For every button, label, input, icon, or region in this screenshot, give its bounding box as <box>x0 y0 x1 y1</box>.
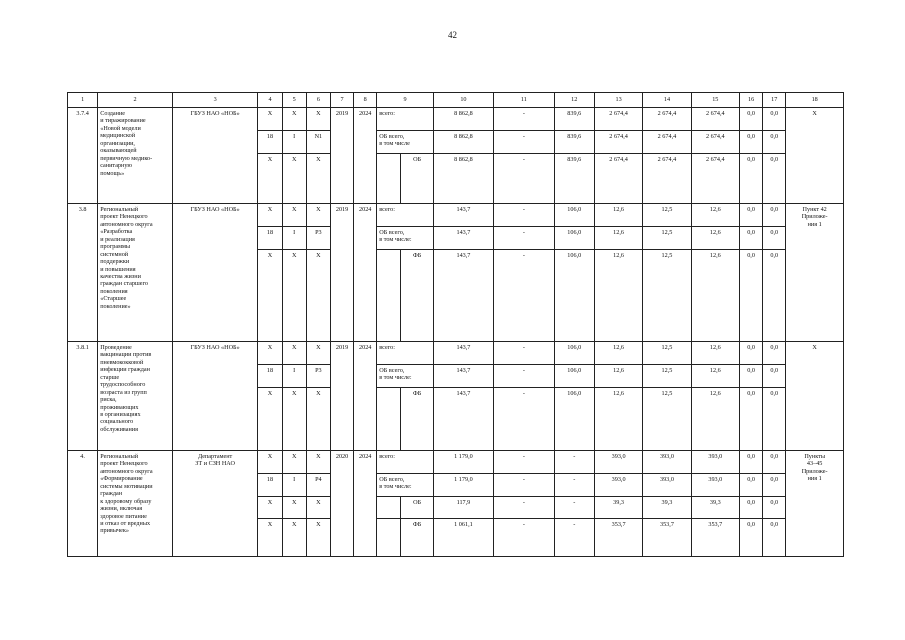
value-cell: 0,0 <box>763 227 786 250</box>
value-cell: 0,0 <box>763 365 786 388</box>
value-cell: 12,5 <box>643 342 691 365</box>
value-cell: 0,0 <box>763 108 786 131</box>
source-label: ОБ всего, в том числе: <box>377 227 433 250</box>
value-cell: 12,6 <box>691 342 739 365</box>
end-year: 2024 <box>354 108 377 204</box>
header-cell: 17 <box>763 93 786 108</box>
header-cell: 10 <box>433 93 493 108</box>
value-cell: 0,0 <box>739 451 762 474</box>
value-cell: 12,6 <box>594 204 642 227</box>
code-cell: P3 <box>306 227 330 250</box>
start-year: 2019 <box>330 108 353 204</box>
code-cell: Х <box>306 342 330 365</box>
value-cell: 106,0 <box>554 250 594 342</box>
value-cell: 12,5 <box>643 204 691 227</box>
code-cell: Х <box>258 388 282 451</box>
section-note: Пункты 43–45 Приложе- ния 1 <box>786 451 844 557</box>
value-cell: 839,6 <box>554 154 594 204</box>
value-cell: - <box>494 451 554 474</box>
value-cell: 393,0 <box>691 474 739 497</box>
value-cell: 393,0 <box>643 474 691 497</box>
code-cell: Х <box>306 154 330 204</box>
code-cell: P4 <box>306 474 330 497</box>
section-executor: Департамент ЗТ и СЗН НАО <box>172 451 258 557</box>
header-cell: 3 <box>172 93 258 108</box>
value-cell: 2 674,4 <box>643 154 691 204</box>
source-label-empty <box>377 497 401 519</box>
value-cell: 143,7 <box>433 342 493 365</box>
value-cell: 0,0 <box>739 342 762 365</box>
source-label-empty <box>377 154 401 204</box>
header-cell: 14 <box>643 93 691 108</box>
header-cell: 5 <box>282 93 306 108</box>
code-cell: Х <box>258 154 282 204</box>
end-year: 2024 <box>354 342 377 451</box>
code-cell: Х <box>282 451 306 474</box>
section-name: Создание и тиражирование «Новой модели медицинской организации, оказывающей первичную медико- санитарную помощь» <box>98 108 173 204</box>
value-cell: 8 862,8 <box>433 131 493 154</box>
table-row <box>68 204 844 227</box>
source-sublabel: ФБ <box>401 388 433 451</box>
value-cell: 0,0 <box>739 250 762 342</box>
value-cell: 143,7 <box>433 365 493 388</box>
section-note: Пункт 42 Приложе- ния 1 <box>786 204 844 342</box>
value-cell: 12,6 <box>691 250 739 342</box>
code-cell: N1 <box>306 131 330 154</box>
source-sublabel: ОБ <box>401 154 433 204</box>
start-year: 2019 <box>330 342 353 451</box>
start-year: 2020 <box>330 451 353 557</box>
value-cell: 39,3 <box>643 497 691 519</box>
header-cell: 8 <box>354 93 377 108</box>
value-cell: - <box>494 365 554 388</box>
value-cell: 106,0 <box>554 227 594 250</box>
value-cell: - <box>494 497 554 519</box>
value-cell: 0,0 <box>763 474 786 497</box>
value-cell: 393,0 <box>594 451 642 474</box>
value-cell: 12,6 <box>594 342 642 365</box>
code-cell: Х <box>306 451 330 474</box>
value-cell: 2 674,4 <box>691 154 739 204</box>
source-label: ОБ всего, в том числе: <box>377 474 433 497</box>
start-year: 2019 <box>330 204 353 342</box>
value-cell: 0,0 <box>739 108 762 131</box>
value-cell: - <box>554 519 594 557</box>
code-cell: Х <box>258 451 282 474</box>
end-year: 2024 <box>354 204 377 342</box>
code-cell: I <box>282 365 306 388</box>
code-cell: I <box>282 474 306 497</box>
value-cell: 8 862,8 <box>433 108 493 131</box>
code-cell: Х <box>282 497 306 519</box>
value-cell: 39,3 <box>691 497 739 519</box>
code-cell: Х <box>282 388 306 451</box>
code-cell: Х <box>306 108 330 131</box>
section-number: 3.7.4 <box>68 108 98 204</box>
value-cell: 106,0 <box>554 388 594 451</box>
code-cell: 18 <box>258 227 282 250</box>
value-cell: - <box>494 227 554 250</box>
source-sublabel: ОБ <box>401 497 433 519</box>
value-cell: 0,0 <box>739 365 762 388</box>
header-row <box>68 93 844 108</box>
program-table <box>67 92 844 557</box>
source-label-empty <box>377 388 401 451</box>
section-executor: ГБУЗ НАО «НОБ» <box>172 342 258 451</box>
value-cell: 0,0 <box>739 519 762 557</box>
code-cell: Х <box>282 342 306 365</box>
source-label: всего: <box>377 204 433 227</box>
value-cell: 2 674,4 <box>594 154 642 204</box>
source-label-empty <box>377 519 401 557</box>
code-cell: Х <box>258 497 282 519</box>
value-cell: - <box>494 154 554 204</box>
value-cell: 2 674,4 <box>594 131 642 154</box>
code-cell: I <box>282 227 306 250</box>
value-cell: - <box>494 131 554 154</box>
header-cell: 11 <box>494 93 554 108</box>
section-note: Х <box>786 108 844 204</box>
value-cell: 12,6 <box>691 227 739 250</box>
value-cell: 12,5 <box>643 227 691 250</box>
code-cell: Х <box>282 250 306 342</box>
header-cell: 13 <box>594 93 642 108</box>
code-cell: 18 <box>258 131 282 154</box>
code-cell: Х <box>306 519 330 557</box>
section-name: Региональный проект Ненецкого автономного округа «Разработка и реализация программы системной поддержки и повышения качества жизни граждан старшего поколения «Старшее поколение» <box>98 204 173 342</box>
value-cell: 393,0 <box>594 474 642 497</box>
value-cell: 2 674,4 <box>594 108 642 131</box>
value-cell: - <box>494 108 554 131</box>
value-cell: 143,7 <box>433 227 493 250</box>
source-sublabel: ФБ <box>401 250 433 342</box>
value-cell: 2 674,4 <box>643 108 691 131</box>
value-cell: 353,7 <box>643 519 691 557</box>
value-cell: 0,0 <box>763 154 786 204</box>
section-number: 3.8 <box>68 204 98 342</box>
value-cell: 1 179,0 <box>433 474 493 497</box>
code-cell: Х <box>258 342 282 365</box>
code-cell: 18 <box>258 365 282 388</box>
value-cell: 8 862,8 <box>433 154 493 204</box>
header-cell: 15 <box>691 93 739 108</box>
section-name: Проведение вакцинации против пневмококковой инфекции граждан старше трудоспособного возраста из групп риска, проживающих в организациях социального обслуживания <box>98 342 173 451</box>
code-cell: Х <box>282 154 306 204</box>
value-cell: 39,3 <box>594 497 642 519</box>
source-label: всего: <box>377 451 433 474</box>
value-cell: - <box>554 451 594 474</box>
source-label: ОБ всего, в том числе <box>377 131 433 154</box>
value-cell: - <box>494 474 554 497</box>
value-cell: 0,0 <box>739 154 762 204</box>
value-cell: 839,6 <box>554 108 594 131</box>
value-cell: 12,6 <box>594 388 642 451</box>
value-cell: 143,7 <box>433 250 493 342</box>
value-cell: 353,7 <box>594 519 642 557</box>
value-cell: 12,6 <box>594 250 642 342</box>
section-executor: ГБУЗ НАО «НОБ» <box>172 204 258 342</box>
value-cell: 117,9 <box>433 497 493 519</box>
header-cell: 1 <box>68 93 98 108</box>
value-cell: 0,0 <box>763 519 786 557</box>
value-cell: 0,0 <box>763 497 786 519</box>
source-sublabel: ФБ <box>401 519 433 557</box>
value-cell: - <box>494 519 554 557</box>
code-cell: Х <box>282 204 306 227</box>
header-cell: 18 <box>786 93 844 108</box>
code-cell: I <box>282 131 306 154</box>
value-cell: 106,0 <box>554 204 594 227</box>
value-cell: - <box>494 250 554 342</box>
value-cell: 393,0 <box>643 451 691 474</box>
value-cell: 353,7 <box>691 519 739 557</box>
value-cell: 0,0 <box>739 474 762 497</box>
header-cell: 2 <box>98 93 173 108</box>
value-cell: 0,0 <box>739 497 762 519</box>
table-row <box>68 108 844 131</box>
value-cell: 106,0 <box>554 342 594 365</box>
value-cell: 839,6 <box>554 131 594 154</box>
code-cell: Х <box>306 204 330 227</box>
value-cell: - <box>554 474 594 497</box>
code-cell: Х <box>282 108 306 131</box>
code-cell: Х <box>306 497 330 519</box>
section-number: 4. <box>68 451 98 557</box>
code-cell: Х <box>258 250 282 342</box>
value-cell: - <box>554 497 594 519</box>
value-cell: 0,0 <box>739 227 762 250</box>
value-cell: 1 061,1 <box>433 519 493 557</box>
source-label: всего: <box>377 342 433 365</box>
value-cell: 393,0 <box>691 451 739 474</box>
header-cell: 4 <box>258 93 282 108</box>
header-cell: 16 <box>739 93 762 108</box>
value-cell: 2 674,4 <box>691 131 739 154</box>
value-cell: 12,6 <box>594 227 642 250</box>
value-cell: 0,0 <box>763 388 786 451</box>
value-cell: 0,0 <box>763 342 786 365</box>
header-cell: 12 <box>554 93 594 108</box>
value-cell: 2 674,4 <box>691 108 739 131</box>
header-cell: 9 <box>377 93 433 108</box>
value-cell: 0,0 <box>763 451 786 474</box>
value-cell: 12,6 <box>594 365 642 388</box>
code-cell: Х <box>258 204 282 227</box>
value-cell: 12,5 <box>643 388 691 451</box>
value-cell: 12,6 <box>691 204 739 227</box>
header-cell: 6 <box>306 93 330 108</box>
section-name: Региональный проект Ненецкого автономного округа «Формирование системы мотивации граждан к здоровому образу жизни, включая здоровое питание и отказ от вредных привычек» <box>98 451 173 557</box>
value-cell: - <box>494 342 554 365</box>
code-cell: Х <box>258 519 282 557</box>
value-cell: 0,0 <box>739 388 762 451</box>
value-cell: - <box>494 388 554 451</box>
code-cell: Х <box>306 250 330 342</box>
value-cell: 143,7 <box>433 388 493 451</box>
source-label: ОБ всего, в том числе: <box>377 365 433 388</box>
value-cell: 0,0 <box>763 131 786 154</box>
section-note: Х <box>786 342 844 451</box>
value-cell: 0,0 <box>739 204 762 227</box>
value-cell: 12,5 <box>643 365 691 388</box>
page-number: 42 <box>448 30 457 40</box>
section-number: 3.8.1 <box>68 342 98 451</box>
code-cell: Х <box>258 108 282 131</box>
end-year: 2024 <box>354 451 377 557</box>
value-cell: 0,0 <box>739 131 762 154</box>
value-cell: 0,0 <box>763 204 786 227</box>
value-cell: 106,0 <box>554 365 594 388</box>
table-row <box>68 342 844 365</box>
value-cell: 12,6 <box>691 388 739 451</box>
section-executor: ГБУЗ НАО «НОБ» <box>172 108 258 204</box>
code-cell: Х <box>282 519 306 557</box>
table-row <box>68 451 844 474</box>
value-cell: 12,6 <box>691 365 739 388</box>
value-cell: 1 179,0 <box>433 451 493 474</box>
source-label: всего: <box>377 108 433 131</box>
header-cell: 7 <box>330 93 353 108</box>
code-cell: Х <box>306 388 330 451</box>
value-cell: 143,7 <box>433 204 493 227</box>
code-cell: 18 <box>258 474 282 497</box>
value-cell: 0,0 <box>763 250 786 342</box>
value-cell: 2 674,4 <box>643 131 691 154</box>
value-cell: 12,5 <box>643 250 691 342</box>
value-cell: - <box>494 204 554 227</box>
code-cell: P3 <box>306 365 330 388</box>
source-label-empty <box>377 250 401 342</box>
